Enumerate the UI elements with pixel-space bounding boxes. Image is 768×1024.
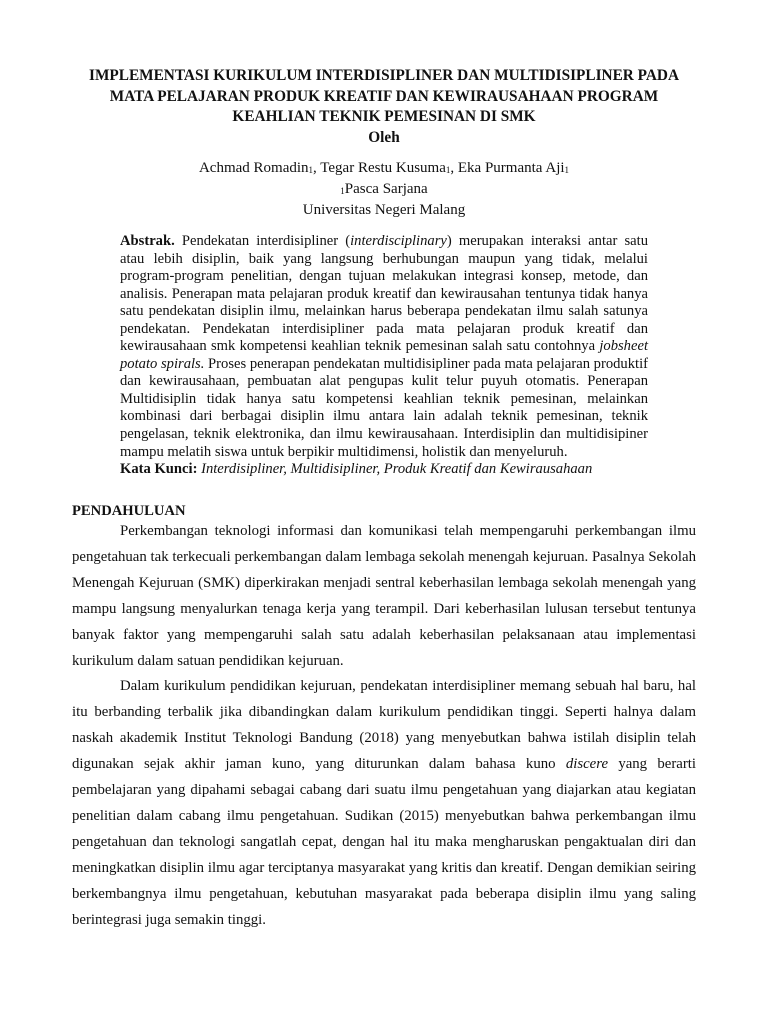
section-heading: PENDAHULUAN	[72, 503, 186, 519]
title-by: Oleh	[368, 128, 400, 146]
abstract-italic-2: jobsheet potato spirals.	[120, 338, 648, 372]
affiliation-mark-dept: 1	[340, 186, 345, 196]
title-line-1: IMPLEMENTASI KURIKULUM INTERDISIPLINER DAN MULTIDISIPLINER PADA	[89, 67, 679, 84]
department: Pasca Sarjana	[344, 181, 428, 197]
author-2: Tegar Restu Kusuma	[320, 160, 446, 176]
author-1: Achmad Romadin	[198, 160, 309, 176]
paragraph-2-italic: discere	[565, 756, 609, 773]
keywords-line	[120, 461, 648, 479]
title-line-3: KEAHLIAN TEKNIK PEMESINAN DI SMK	[232, 108, 536, 126]
author-names	[60, 158, 708, 179]
author-block	[60, 158, 708, 220]
title-line-2: MATA PELAJARAN PRODUK KREATIF DAN KEWIRAUSAHAAN PROGRAM	[109, 87, 659, 105]
abstract-text	[120, 233, 648, 461]
affiliation-mark-3: 1	[564, 165, 570, 175]
paragraph-2	[72, 674, 696, 933]
abstract-text-1: Pendekatan interdisipliner (	[174, 233, 351, 249]
abstract-block	[120, 233, 648, 479]
university: Universitas Negeri Malang	[302, 202, 466, 218]
paper-title	[60, 66, 708, 148]
keywords-label: Kata Kunci:	[120, 461, 198, 478]
paragraph-1: Perkembangan teknologi informasi dan komunikasi telah mempengaruhi perkembangan ilmu pengetahuan tak terkecuali perkembangan dalam lembaga sekolah menengah kejuruan. Pasalnya Sekolah Menengah Kejuruan (SMK) diperkirakan menjadi sentral keberhasilan lembaga sekolah menengah yang mampu langsung menyalurkan tenaga kerja yang terampil. Dari keberhasilan lulusan tersebut tentunya banyak faktor yang mempengaruhi salah satu adalah keberhasilan pelaksanaan atau implementasi kurikulum dalam satuan pendidikan kejuruan.	[72, 523, 696, 669]
author-3: Eka Purmanta Aji	[457, 160, 565, 176]
abstract-italic-1: interdisciplinary	[350, 233, 447, 249]
department-line	[60, 179, 708, 200]
abstract-text-3: Proses penerapan pendekatan multidisipliner pada mata pelajaran produktif dan kewirausahaan, pembuatan alat pengupas kulit telur puyuh otomatis. Penerapan Multidisiplin tidak hanya satu kompetensi keahlian teknik pemesinan, melainkan kombinasi dari berbagai disiplin ilmu antara lain adalah teknik pemesinan, teknik pengelasan, teknik elektronika, dan ilmu kewirausahaan. Interdisiplin dan multidisipiner mampu melatih siswa untuk berpikir multidimensi, holistik dan menyeluruh.	[120, 355, 648, 460]
affiliation-mark-1: 1	[308, 165, 314, 175]
abstract-label: Abstrak.	[120, 233, 175, 249]
author-separator-2: ,	[450, 160, 458, 176]
abstract-text-2: ) merupakan interaksi antar satu atau lebih disiplin, baik yang langsung berhubungan maupun yang tidak, melalui program-program penelitian, dengan tujuan melakukan integrasi konsep, metode, dan analisis. Penerapan mata pelajaran produk kreatif dan kewirausahan tentunya tidak hanya satu pendekatan disiplin ilmu, melainkan harus beberapa pendekatan ilmu salah satunya pendekatan. Pendekatan interdisipliner pada mata pelajaran produk kreatif dan kewirausahaan smk kompetensi keahlian teknik pemesinan salah satu contohnya	[120, 233, 648, 355]
keywords: Interdisipliner, Multidisipliner, Produk Kreatif dan Kewirausahaan	[197, 461, 593, 478]
paragraph-2-text-b: yang berarti pembelajaran yang dipahami sebagai cabang dari suatu ilmu pengetahuan yang diajarkan atau kegiatan penelitian dalam cabang ilmu pengetahuan. Sudikan (2015) menyebutkan bahwa perkembangan ilmu pengetahuan dan teknologi sangatlah cepat, dengan hal itu maka mengharuskan pengaktualan diri dan meningkatkan disiplin ilmu agar terciptanya masyarakat yang kritis dan kreatif. Dengan demikian seiring berkembangnya ilmu pengetahuan, kebutuhan masyarakat pada beberapa disiplin ilmu yang saling berintegrasi juga semakin tinggi.	[72, 756, 696, 928]
body-text	[72, 519, 696, 934]
affiliation-mark-2: 1	[445, 165, 451, 175]
author-separator-1: ,	[313, 160, 321, 176]
paragraph-2-text-a: Dalam kurikulum pendidikan kejuruan, pendekatan interdisipliner memang sebuah hal baru, hal itu berbanding terbalik jika dibandingkan dalam kurikulum pendidikan tinggi. Seperti halnya dalam naskah akademik Institut Teknologi Bandung (2018) yang menyebutkan bahwa istilah disiplin telah digunakan sejak akhir jaman kuno, yang diturunkan dalam bahasa kuno	[72, 678, 696, 773]
